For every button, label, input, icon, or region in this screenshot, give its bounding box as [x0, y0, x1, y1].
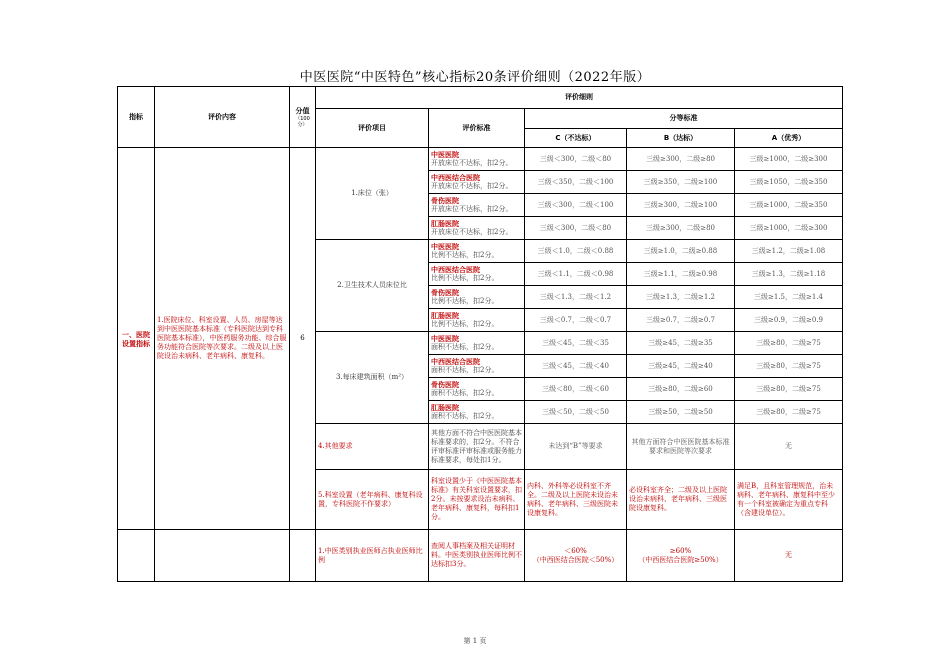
section2-indicator: [118, 530, 155, 582]
table-row: [118, 148, 843, 171]
grade-b-cell: 其他方面符合中医医院基本标准要求和医院等次要求: [627, 424, 735, 470]
standard-cell: [429, 240, 525, 263]
item-project: 1.中医类别执业医师占执业医师比例: [316, 530, 429, 582]
grade-a-cell: 三级≥80，二级≥75: [735, 355, 843, 378]
grade-b-cell: 三级≥0.7，二级≥0.7: [627, 309, 735, 332]
grade-a-cell: 满足B，且科室管理规范，治未病科、老年病科、康复科中至少有一个科室被确定为重点专科（含建设单位）。: [735, 470, 843, 530]
standard-cell: [429, 194, 525, 217]
grade-c-cell: [525, 530, 627, 582]
grade-b-cell: [627, 530, 735, 582]
standard-rule: 面积不达标，扣2分。: [431, 412, 499, 420]
grade-b-note: （中西医结合医院≥50%）: [638, 555, 723, 564]
standard-cell: [429, 286, 525, 309]
header-indicator: 指标: [118, 87, 155, 148]
grade-c-cell: 内科、外科等必设科室不齐全。二级及以上医院未设治未病科、老年病科、三级医院未设康复科。: [525, 470, 627, 530]
standard-cell: 其他方面不符合中医医院基本标准要求的，扣2分。不符合评审标准评审标准或服务能力标准要求，每处扣1分。: [429, 424, 525, 470]
section-content: 1.医院床位、科室设置、人员、房屋等达到中医医院基本标准（专科医院达到专科医院基本标准），中医药服务功能、综合服务功能符合医院等次要求。二级及以上医院设治未病科、老年病科、康复科。: [155, 148, 290, 530]
grade-c-cell: 三级＜300，二级＜80: [525, 217, 627, 240]
standard-cell: [429, 171, 525, 194]
standard-rule: 面积不达标，扣2分。: [431, 389, 499, 397]
grade-a-cell: 三级≥0.9，二级≥0.9: [735, 309, 843, 332]
grade-a-cell: 无: [735, 530, 843, 582]
grade-c-cell: 三级＜0.7，二级＜0.7: [525, 309, 627, 332]
grade-b-cell: 三级≥350，二级≥100: [627, 171, 735, 194]
grade-c-cell: 三级＜45，二级＜40: [525, 355, 627, 378]
hospital-type: 骨伤医院: [431, 196, 459, 205]
header-score: [290, 87, 316, 148]
grade-c-cell: 三级＜350，二级＜100: [525, 171, 627, 194]
hospital-type: 中西医结合医院: [431, 357, 480, 366]
grade-a-cell: 三级≥1000，二级≥300: [735, 148, 843, 171]
section-score: 6: [290, 148, 316, 530]
grade-a-cell: 三级≥80，二级≥75: [735, 401, 843, 424]
grade-c-value: ＜60%: [564, 546, 587, 555]
hospital-type: 骨伤医院: [431, 288, 459, 297]
standard-rule: 开放床位不达标，扣2分。: [431, 228, 513, 236]
header-grade-b: B（达标）: [627, 129, 735, 148]
item-project: 5.科室设置（老年病科、康复科设置，专科医院不作要求）: [316, 470, 429, 530]
hospital-type: 中医医院: [431, 242, 459, 251]
standard-rule: 面积不达标，扣2分。: [431, 366, 499, 374]
header-score-note: （100分）: [295, 115, 310, 128]
grade-a-cell: 无: [735, 424, 843, 470]
grade-a-cell: 三级≥80，二级≥75: [735, 378, 843, 401]
standard-cell: [429, 217, 525, 240]
header-grade-c: C（不达标）: [525, 129, 627, 148]
grade-c-cell: 未达到“B”等要求: [525, 424, 627, 470]
grade-b-cell: 三级≥1.0，二级≥0.88: [627, 240, 735, 263]
grade-a-cell: 三级≥1000，二级≥350: [735, 194, 843, 217]
grade-b-cell: 三级≥45，二级≥35: [627, 332, 735, 355]
grade-b-cell: 三级≥1.3，二级≥1.2: [627, 286, 735, 309]
grade-b-cell: 三级≥300，二级≥100: [627, 194, 735, 217]
grade-c-cell: 三级＜1.1，二级＜0.98: [525, 263, 627, 286]
hospital-type: 肛肠医院: [431, 403, 459, 412]
grade-c-cell: 三级＜300，二级＜100: [525, 194, 627, 217]
standard-rule: 比例不达标，扣2分。: [431, 297, 499, 305]
header-content: 评价内容: [155, 87, 290, 148]
grade-b-value: ≥60%: [669, 546, 692, 555]
hospital-type: 肛肠医院: [431, 219, 459, 228]
grade-a-cell: 三级≥1000，二级≥300: [735, 217, 843, 240]
standard-cell: 查阅人事档案及相关证明材料。中医类别执业医师比例不达标扣3分。: [429, 530, 525, 582]
item-project: 1.床位（张）: [316, 148, 429, 240]
grade-a-cell: 三级≥1.3，二级≥1.18: [735, 263, 843, 286]
grade-a-cell: 三级≥1.2，二级≥1.08: [735, 240, 843, 263]
grade-b-cell: 三级≥45，二级≥40: [627, 355, 735, 378]
header-standard: 评价标准: [429, 109, 525, 148]
grade-a-cell: 三级≥1050，二级≥350: [735, 171, 843, 194]
standard-rule: 比例不达标，扣2分。: [431, 320, 499, 328]
grade-a-cell: 三级≥80，二级≥75: [735, 332, 843, 355]
header-score-label: 分值: [295, 106, 310, 115]
grade-c-cell: 三级＜50，二级＜50: [525, 401, 627, 424]
hospital-type: 中医医院: [431, 150, 459, 159]
standard-rule: 开放床位不达标，扣2分。: [431, 182, 513, 190]
hospital-type: 肛肠医院: [431, 311, 459, 320]
standard-cell: [429, 355, 525, 378]
standard-cell: 科室设置少于《中医医院基本标准》有关科室设置要求，扣2分。未按要求设治未病科、老年病科、康复科，每科扣1分。: [429, 470, 525, 530]
page-title: 中医医院“中医特色”核心指标20条评价细则（2022年版）: [299, 70, 651, 85]
standard-cell: [429, 378, 525, 401]
grade-b-cell: 三级≥50，二级≥50: [627, 401, 735, 424]
item-project: 2.卫生技术人员床位比: [316, 240, 429, 332]
grade-c-cell: 三级＜80，二级＜60: [525, 378, 627, 401]
hospital-type: 中西医结合医院: [431, 173, 480, 182]
standard-rule: 面积不达标，扣2分。: [431, 343, 499, 351]
header-grade-a: A（优秀）: [735, 129, 843, 148]
standard-rule: 比例不达标，扣2分。: [431, 274, 499, 282]
standard-cell: [429, 263, 525, 286]
standard-cell: [429, 309, 525, 332]
header-grading: 分等标准: [525, 109, 843, 129]
grade-b-cell: 必设科室齐全；二级及以上医院设治未病科、老年病科、三级医院设康复科。: [627, 470, 735, 530]
section2-content: [155, 530, 290, 582]
hospital-type: 骨伤医院: [431, 380, 459, 389]
table-row: [118, 530, 843, 582]
page-number: 第 1 页: [463, 637, 487, 645]
grade-b-cell: 三级≥1.1，二级≥0.98: [627, 263, 735, 286]
item-project: 3.每床建筑面积（m²）: [316, 332, 429, 424]
grade-b-cell: 三级≥80，二级≥60: [627, 378, 735, 401]
grade-c-cell: 三级＜300，二级＜80: [525, 148, 627, 171]
grade-b-cell: 三级≥300，二级≥80: [627, 148, 735, 171]
hospital-type: 中西医结合医院: [431, 265, 480, 274]
section2-score: [290, 530, 316, 582]
grade-c-cell: 三级＜1.3，二级＜1.2: [525, 286, 627, 309]
hospital-type: 中医医院: [431, 334, 459, 343]
grade-a-cell: 三级≥1.5，二级≥1.4: [735, 286, 843, 309]
header-project: 评价项目: [316, 109, 429, 148]
grade-b-cell: 三级≥300，二级≥80: [627, 217, 735, 240]
item-project: 4.其他要求: [316, 424, 429, 470]
evaluation-table: [117, 86, 843, 582]
grade-c-note: （中西医结合医院＜50%）: [532, 555, 619, 564]
standard-cell: [429, 401, 525, 424]
standard-cell: [429, 148, 525, 171]
header-detail: 评价细则: [316, 87, 843, 109]
section-indicator: 一、医院设置指标: [118, 148, 155, 530]
standard-rule: 比例不达标，扣2分。: [431, 251, 499, 259]
standard-rule: 开放床位不达标，扣2分。: [431, 205, 513, 213]
grade-c-cell: 三级＜1.0，二级＜0.88: [525, 240, 627, 263]
grade-c-cell: 三级＜45，二级＜35: [525, 332, 627, 355]
standard-cell: [429, 332, 525, 355]
standard-rule: 开放床位不达标，扣2分。: [431, 159, 513, 167]
